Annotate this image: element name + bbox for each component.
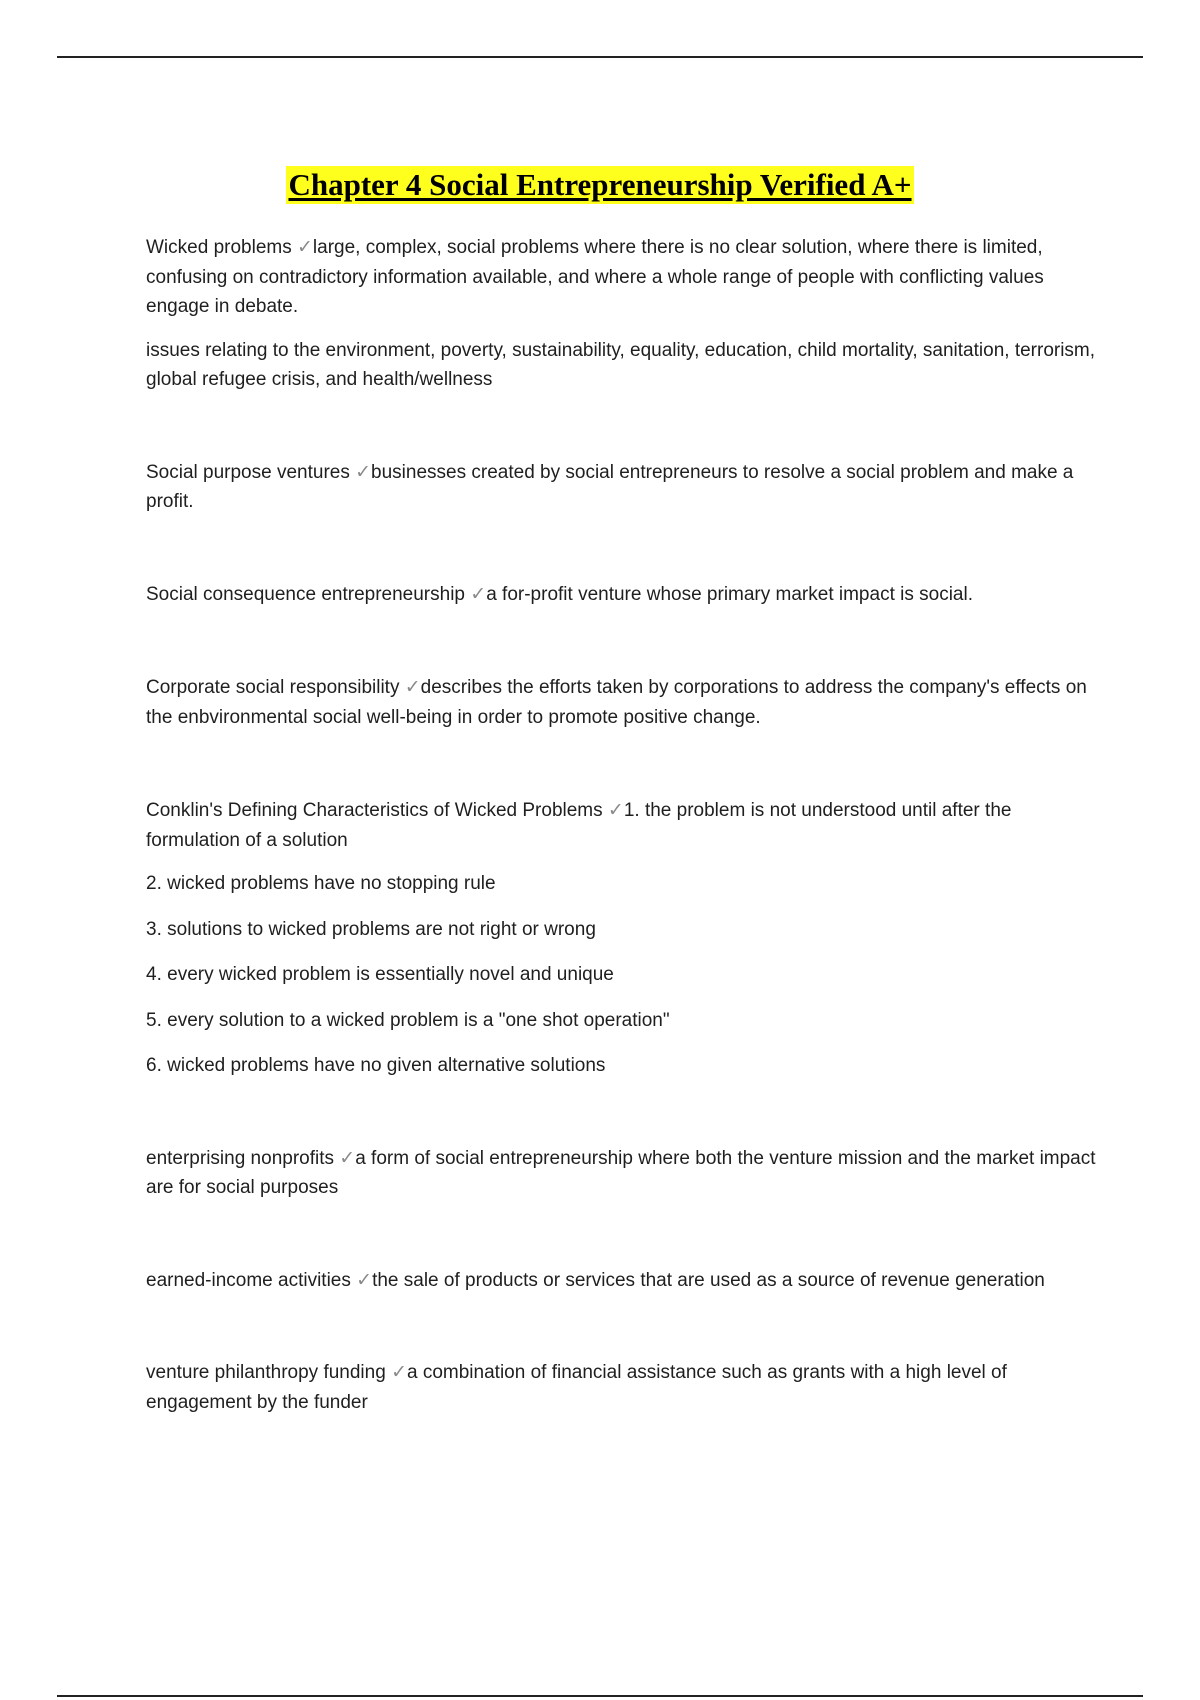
top-rule	[57, 56, 1143, 58]
entry-definition: large, complex, social problems where there is no clear solution, where there is limited, confusing on contradictory information available, and where a whole range of people with conflicting values engage in debate.	[146, 237, 1044, 317]
entry-definition: the sale of products or services that are used as a source of revenue generation	[372, 1269, 1045, 1291]
entry-text: 5. every solution to a wicked problem is a "one shot operation"	[146, 1009, 670, 1031]
entry-definition: 1. the problem is not understood until after the formulation of a solution	[146, 800, 1012, 851]
bottom-rule	[57, 1695, 1143, 1697]
definition-entry	[146, 1144, 1096, 1203]
entry-text: 3. solutions to wicked problems are not right or wrong	[146, 918, 596, 940]
entry-term: Wicked problems	[146, 237, 292, 258]
list-item	[146, 869, 1096, 899]
entry-text: 2. wicked problems have no stopping rule	[146, 873, 496, 894]
document-title: Chapter 4 Social Entrepreneurship Verified A+	[288, 167, 912, 202]
entry-term: Social consequence entrepreneurship	[146, 583, 465, 605]
list-item	[146, 1006, 1096, 1036]
entry-term: Conklin's Defining Characteristics of Wicked Problems	[146, 800, 603, 821]
entry-definition: a combination of financial assistance such as grants with a high level of engagement by the funder	[146, 1362, 1007, 1413]
check-icon: ✓	[339, 1146, 356, 1169]
check-icon: ✓	[391, 1361, 407, 1383]
entry-text: 4. every wicked problem is essentially novel and unique	[146, 964, 614, 985]
definition-entry	[146, 580, 1096, 610]
entry-term: earned-income activities	[146, 1269, 351, 1291]
list-item	[146, 960, 1096, 990]
entry-text: issues relating to the environment, poverty, sustainability, equality, education, child mortality, sanitation, terrorism, global refugee crisis, and health/wellness	[146, 339, 1096, 390]
list-item	[146, 1051, 1096, 1081]
entry-term: Corporate social responsibility	[146, 677, 400, 698]
check-icon: ✓	[356, 1268, 373, 1291]
check-icon: ✓	[470, 582, 487, 605]
entry-term: enterprising nonprofits	[146, 1147, 334, 1169]
definition-entry	[146, 1358, 1096, 1417]
definition-entry	[146, 673, 1096, 732]
entry-term: Social purpose ventures	[146, 461, 350, 483]
list-item	[146, 915, 1096, 945]
entry-text: 6. wicked problems have no given alternative solutions	[146, 1055, 606, 1076]
check-icon: ✓	[355, 460, 372, 483]
entry-term: venture philanthropy funding	[146, 1362, 386, 1383]
entry-definition: describes the efforts taken by corporations to address the company's effects on the enbvironmental social well-being in order to promote positive change.	[146, 677, 1087, 728]
entry-definition: businesses created by social entrepreneurs to resolve a social problem and make a profit.	[146, 461, 1074, 512]
document-body	[146, 233, 1096, 1417]
definition-entry	[146, 233, 1096, 322]
title-container	[0, 166, 1200, 204]
definition-entry	[146, 1266, 1096, 1296]
entry-definition: a for-profit venture whose primary market impact is social.	[486, 583, 973, 605]
text-entry	[146, 336, 1096, 395]
definition-entry	[146, 458, 1096, 517]
definition-entry	[146, 796, 1096, 855]
check-icon: ✓	[404, 676, 421, 698]
entry-definition: a form of social entrepreneurship where both the venture mission and the market impact are for social purposes	[146, 1147, 1096, 1198]
check-icon: ✓	[607, 799, 624, 821]
check-icon: ✓	[297, 236, 313, 258]
